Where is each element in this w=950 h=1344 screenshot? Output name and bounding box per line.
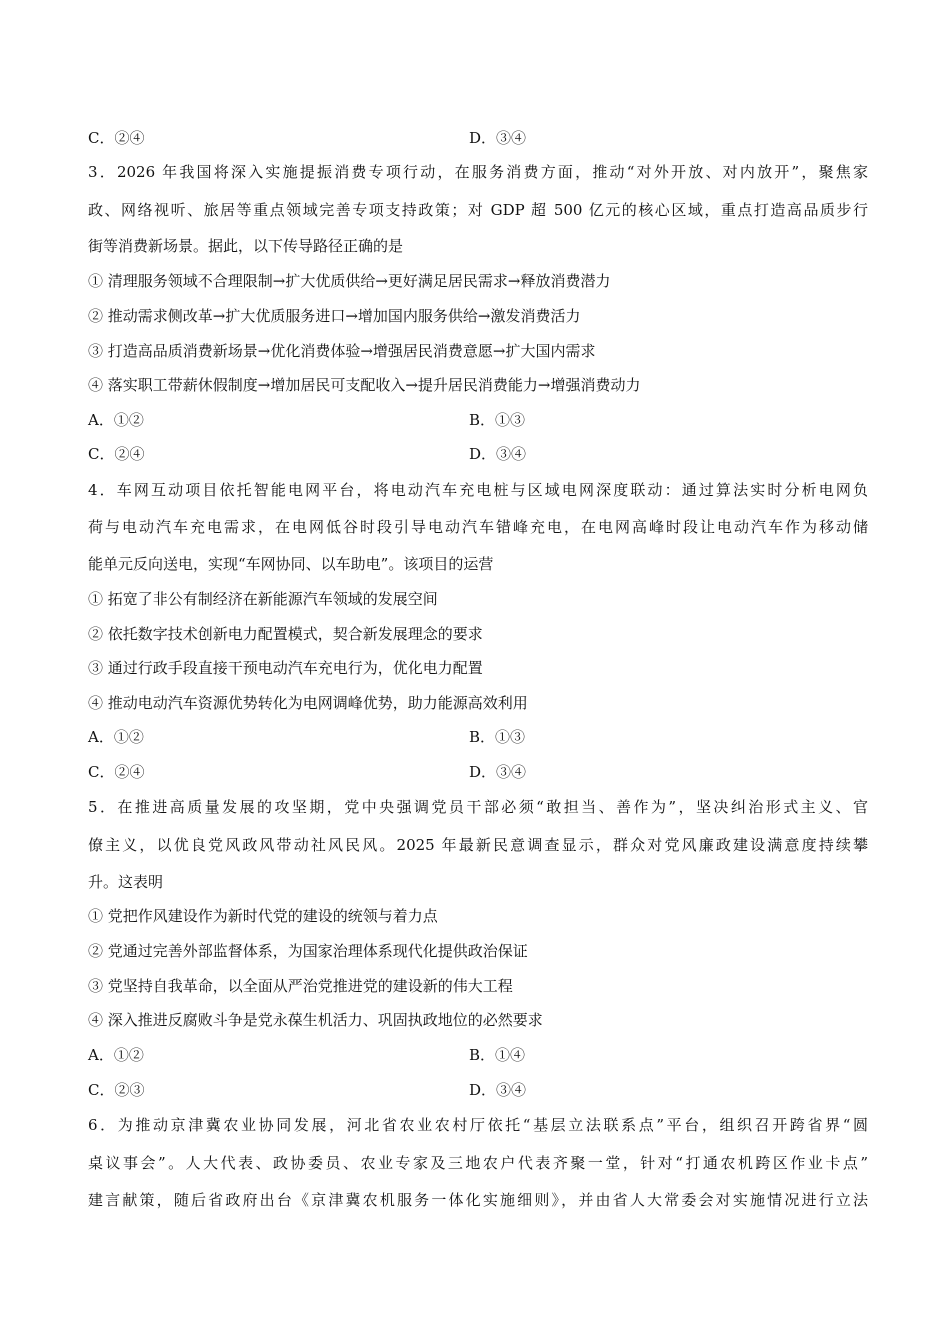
option-a[interactable]: A．①② [88, 1046, 144, 1064]
question-4-options-row-1 [88, 727, 868, 747]
question-6-stem-line-3: 建言献策，随后省政府出台《京津冀农机服务一体化实施细则》，并由省人大常委会对实施情况进行立法 [88, 1191, 868, 1209]
question-3-stem-line-3: 街等消费新场景。据此，以下传导路径正确的是 [88, 237, 404, 255]
option-a[interactable]: A．①② [88, 728, 144, 746]
question-5-stem-line-2: 僚主义，以优良党风政风带动社风民风。2025 年最新民意调查显示，群众对党风廉政建设满意度持续攀 [88, 836, 868, 854]
option-c[interactable]: C．②③ [88, 1081, 145, 1099]
question-3-stem-line-1: 3．2026 年我国将深入实施提振消费专项行动，在服务消费方面，推动“对外开放、对内放开”，聚焦家 [88, 163, 868, 181]
question-3-item-2: ② 推动需求侧改革→扩大优质服务进口→增加国内服务供给→激发消费活力 [88, 307, 581, 325]
question-5-item-2: ② 党通过完善外部监督体系，为国家治理体系现代化提供政治保证 [88, 942, 528, 960]
question-5-item-3: ③ 党坚持自我革命，以全面从严治党推进党的建设新的伟大工程 [88, 977, 513, 995]
question-4-item-1: ① 拓宽了非公有制经济在新能源汽车领域的发展空间 [88, 590, 438, 608]
option-b[interactable]: B．①④ [469, 1046, 526, 1064]
option-a[interactable]: A．①② [88, 411, 144, 429]
question-5-stem-line-1: 5．在推进高质量发展的攻坚期，党中央强调党员干部必须“敢担当、善作为”，坚决纠治形式主义、官 [88, 798, 868, 816]
question-5-item-4: ④ 深入推进反腐败斗争是党永葆生机活力、巩固执政地位的必然要求 [88, 1011, 543, 1029]
question-3-options-row-1 [88, 410, 868, 430]
question-5-item-1: ① 党把作风建设作为新时代党的建设的统领与着力点 [88, 907, 438, 925]
question-3-options-row-2 [88, 444, 868, 464]
option-b[interactable]: B．①③ [469, 728, 526, 746]
question-6-stem-line-1: 6．为推动京津冀农业协同发展，河北省农业农村厅依托“基层立法联系点”平台，组织召开跨省界“圆 [88, 1116, 868, 1134]
question-4-item-4: ④ 推动电动汽车资源优势转化为电网调峰优势，助力能源高效利用 [88, 694, 528, 712]
prev-question-options-row [88, 128, 868, 148]
question-4-item-3: ③ 通过行政手段直接干预电动汽车充电行为，优化电力配置 [88, 659, 483, 677]
question-4-item-2: ② 依托数字技术创新电力配置模式，契合新发展理念的要求 [88, 625, 483, 643]
question-5-options-row-1 [88, 1045, 868, 1065]
option-c[interactable]: C．②④ [88, 129, 145, 147]
question-4-options-row-2 [88, 762, 868, 782]
question-3-stem-line-2: 政、网络视听、旅居等重点领域完善专项支持政策；对 GDP 超 500 亿元的核心区域，重点打造高品质步行 [88, 201, 868, 219]
question-6-stem-line-2: 桌议事会”。人大代表、政协委员、农业专家及三地农户代表齐聚一堂，针对“打通农机跨区作业卡点” [88, 1154, 868, 1172]
question-5-stem-line-3: 升。这表明 [88, 873, 164, 891]
question-3-item-3: ③ 打造高品质消费新场景→优化消费体验→增强居民消费意愿→扩大国内需求 [88, 342, 596, 360]
question-4-stem-line-2: 荷与电动汽车充电需求，在电网低谷时段引导电动汽车错峰充电，在电网高峰时段让电动汽车作为移动储 [88, 518, 868, 536]
option-d[interactable]: D．③④ [469, 1081, 527, 1099]
option-c[interactable]: C．②④ [88, 445, 145, 463]
question-5-options-row-2 [88, 1080, 868, 1100]
option-d[interactable]: D．③④ [469, 129, 527, 147]
option-d[interactable]: D．③④ [469, 445, 527, 463]
option-d[interactable]: D．③④ [469, 763, 527, 781]
option-c[interactable]: C．②④ [88, 763, 145, 781]
question-3-item-1: ① 清理服务领域不合理限制→扩大优质供给→更好满足居民需求→释放消费潜力 [88, 272, 611, 290]
question-3-item-4: ④ 落实职工带薪休假制度→增加居民可支配收入→提升居民消费能力→增强消费动力 [88, 376, 641, 394]
option-b[interactable]: B．①③ [469, 411, 526, 429]
question-4-stem-line-3: 能单元反向送电，实现“车网协同、以车助电”。该项目的运营 [88, 555, 494, 573]
question-4-stem-line-1: 4．车网互动项目依托智能电网平台，将电动汽车充电桩与区域电网深度联动：通过算法实时分析电网负 [88, 481, 868, 499]
